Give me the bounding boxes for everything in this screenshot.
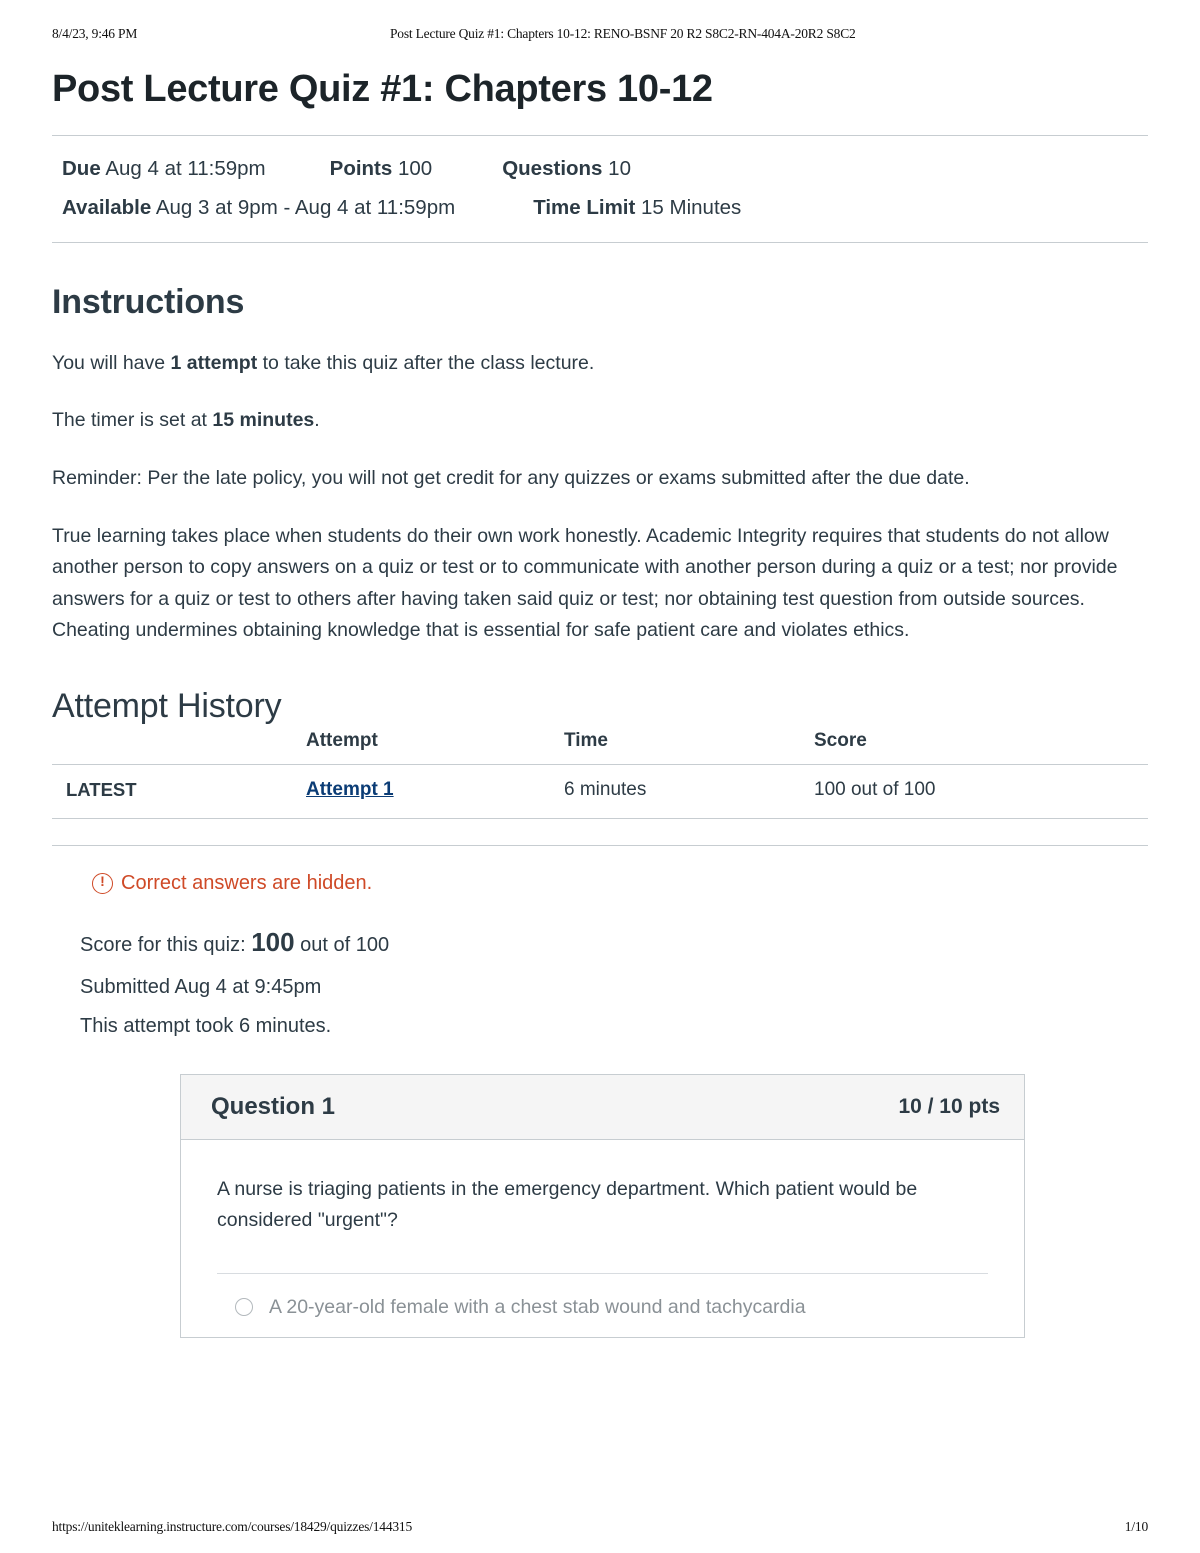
available-value: Aug 3 at 9pm - Aug 4 at 11:59pm — [155, 195, 456, 219]
points-label: Points — [329, 157, 393, 180]
instructions-paragraph-1 — [52, 348, 1148, 380]
column-time: Time — [564, 726, 814, 765]
instructions-heading: Instructions — [52, 282, 245, 321]
question-header — [181, 1075, 1024, 1140]
quiz-meta — [52, 136, 1148, 242]
answer-option[interactable] — [217, 1274, 988, 1337]
quiz-meta-row-1 — [62, 150, 1138, 189]
score-summary — [80, 917, 1148, 1046]
attempt-history-heading: Attempt History — [52, 686, 282, 725]
radio-icon[interactable] — [235, 1298, 253, 1316]
footer-url: https://uniteklearning.instructure.com/courses/18429/quizzes/144315 — [52, 1519, 413, 1534]
meta-divider — [52, 242, 1148, 243]
table-header-row — [52, 726, 1148, 765]
instructions-integrity: True learning takes place when students do their own work honestly. Academic Integrity requires that students do not allow another person to copy answers on a quiz or test or to communicate with another person during a quiz or a test; nor provide answers for a quiz or test to others after having taken said quiz or test; nor obtaining test question from outside sources. Cheating undermines obtaining knowledge that is essential for safe patient care and violates ethics. — [52, 524, 1118, 642]
print-header-title: Post Lecture Quiz #1: Chapters 10-12: RENO-BSNF 20 R2 S8C2-RN-404A-20R2 S8C2 — [390, 26, 856, 41]
due-label: Due — [62, 157, 101, 180]
quiz-meta-row-2 — [62, 189, 1138, 228]
questions-item — [502, 150, 631, 189]
instructions-reminder: Reminder: Per the late policy, you will not get credit for any quizzes or exams submitted after the due date. — [52, 467, 970, 490]
submitted-line: Submitted Aug 4 at 9:45pm — [80, 975, 322, 998]
kept-badge: LATEST — [66, 778, 137, 800]
questions-value: 10 — [608, 157, 631, 180]
available-label: Available — [62, 195, 152, 219]
attempt-table-bottom-divider — [52, 845, 1148, 846]
points-value: 100 — [398, 157, 433, 180]
due-item — [62, 150, 266, 189]
table-row — [52, 764, 1148, 818]
attempt-history-section — [52, 687, 1148, 846]
answer-label: A 20-year-old female with a chest stab wound and tachycardia — [269, 1295, 806, 1318]
question-card — [180, 1074, 1025, 1338]
score-suffix: out of 100 — [294, 933, 390, 956]
points-item — [330, 150, 433, 189]
questions-label: Questions — [502, 157, 603, 180]
print-footer — [52, 1519, 1148, 1535]
question-points: 10 / 10 pts — [898, 1094, 1000, 1118]
print-header — [52, 26, 1148, 46]
para1-pre: You will have — [52, 351, 171, 374]
score-value: 100 — [251, 926, 295, 957]
row-time: 6 minutes — [564, 764, 814, 818]
print-timestamp: 8/4/23, 9:46 PM — [52, 26, 138, 41]
question-body — [181, 1140, 1024, 1337]
attempt-link[interactable]: Attempt 1 — [306, 778, 394, 800]
row-score: 100 out of 100 — [814, 764, 1148, 818]
row-kept — [52, 764, 306, 818]
score-prefix: Score for this quiz: — [80, 933, 252, 956]
due-value: Aug 4 at 11:59pm — [105, 157, 266, 180]
row-attempt — [306, 764, 564, 818]
time-limit-label: Time Limit — [533, 195, 636, 219]
hidden-answers-text: Correct answers are hidden. — [121, 871, 373, 894]
available-item — [62, 189, 455, 228]
duration-line: This attempt took 6 minutes. — [80, 1014, 332, 1037]
column-score: Score — [814, 726, 1148, 765]
column-kept — [52, 726, 306, 765]
para1-post: to take this quiz after the class lecture. — [257, 351, 595, 374]
page-title: Post Lecture Quiz #1: Chapters 10-12 — [52, 68, 713, 110]
instructions-paragraph-2 — [52, 405, 1148, 437]
para1-bold: 1 attempt — [170, 351, 258, 374]
attempt-history-table — [52, 726, 1148, 819]
footer-page-number: 1/10 — [1124, 1519, 1148, 1534]
time-limit-value: 15 Minutes — [641, 195, 742, 219]
para2-bold: 15 minutes — [212, 409, 315, 432]
question-name: Question 1 — [211, 1092, 336, 1120]
para2-post: . — [314, 409, 320, 432]
hidden-answers-notice — [92, 872, 1148, 895]
alert-icon — [92, 873, 113, 894]
score-line — [80, 917, 1148, 968]
question-text: A nurse is triaging patients in the emergency department. Which patient would be considered "urgent"? — [217, 1177, 918, 1232]
column-attempt: Attempt — [306, 726, 564, 765]
time-limit-item — [533, 189, 741, 228]
para2-pre: The timer is set at — [52, 409, 213, 432]
